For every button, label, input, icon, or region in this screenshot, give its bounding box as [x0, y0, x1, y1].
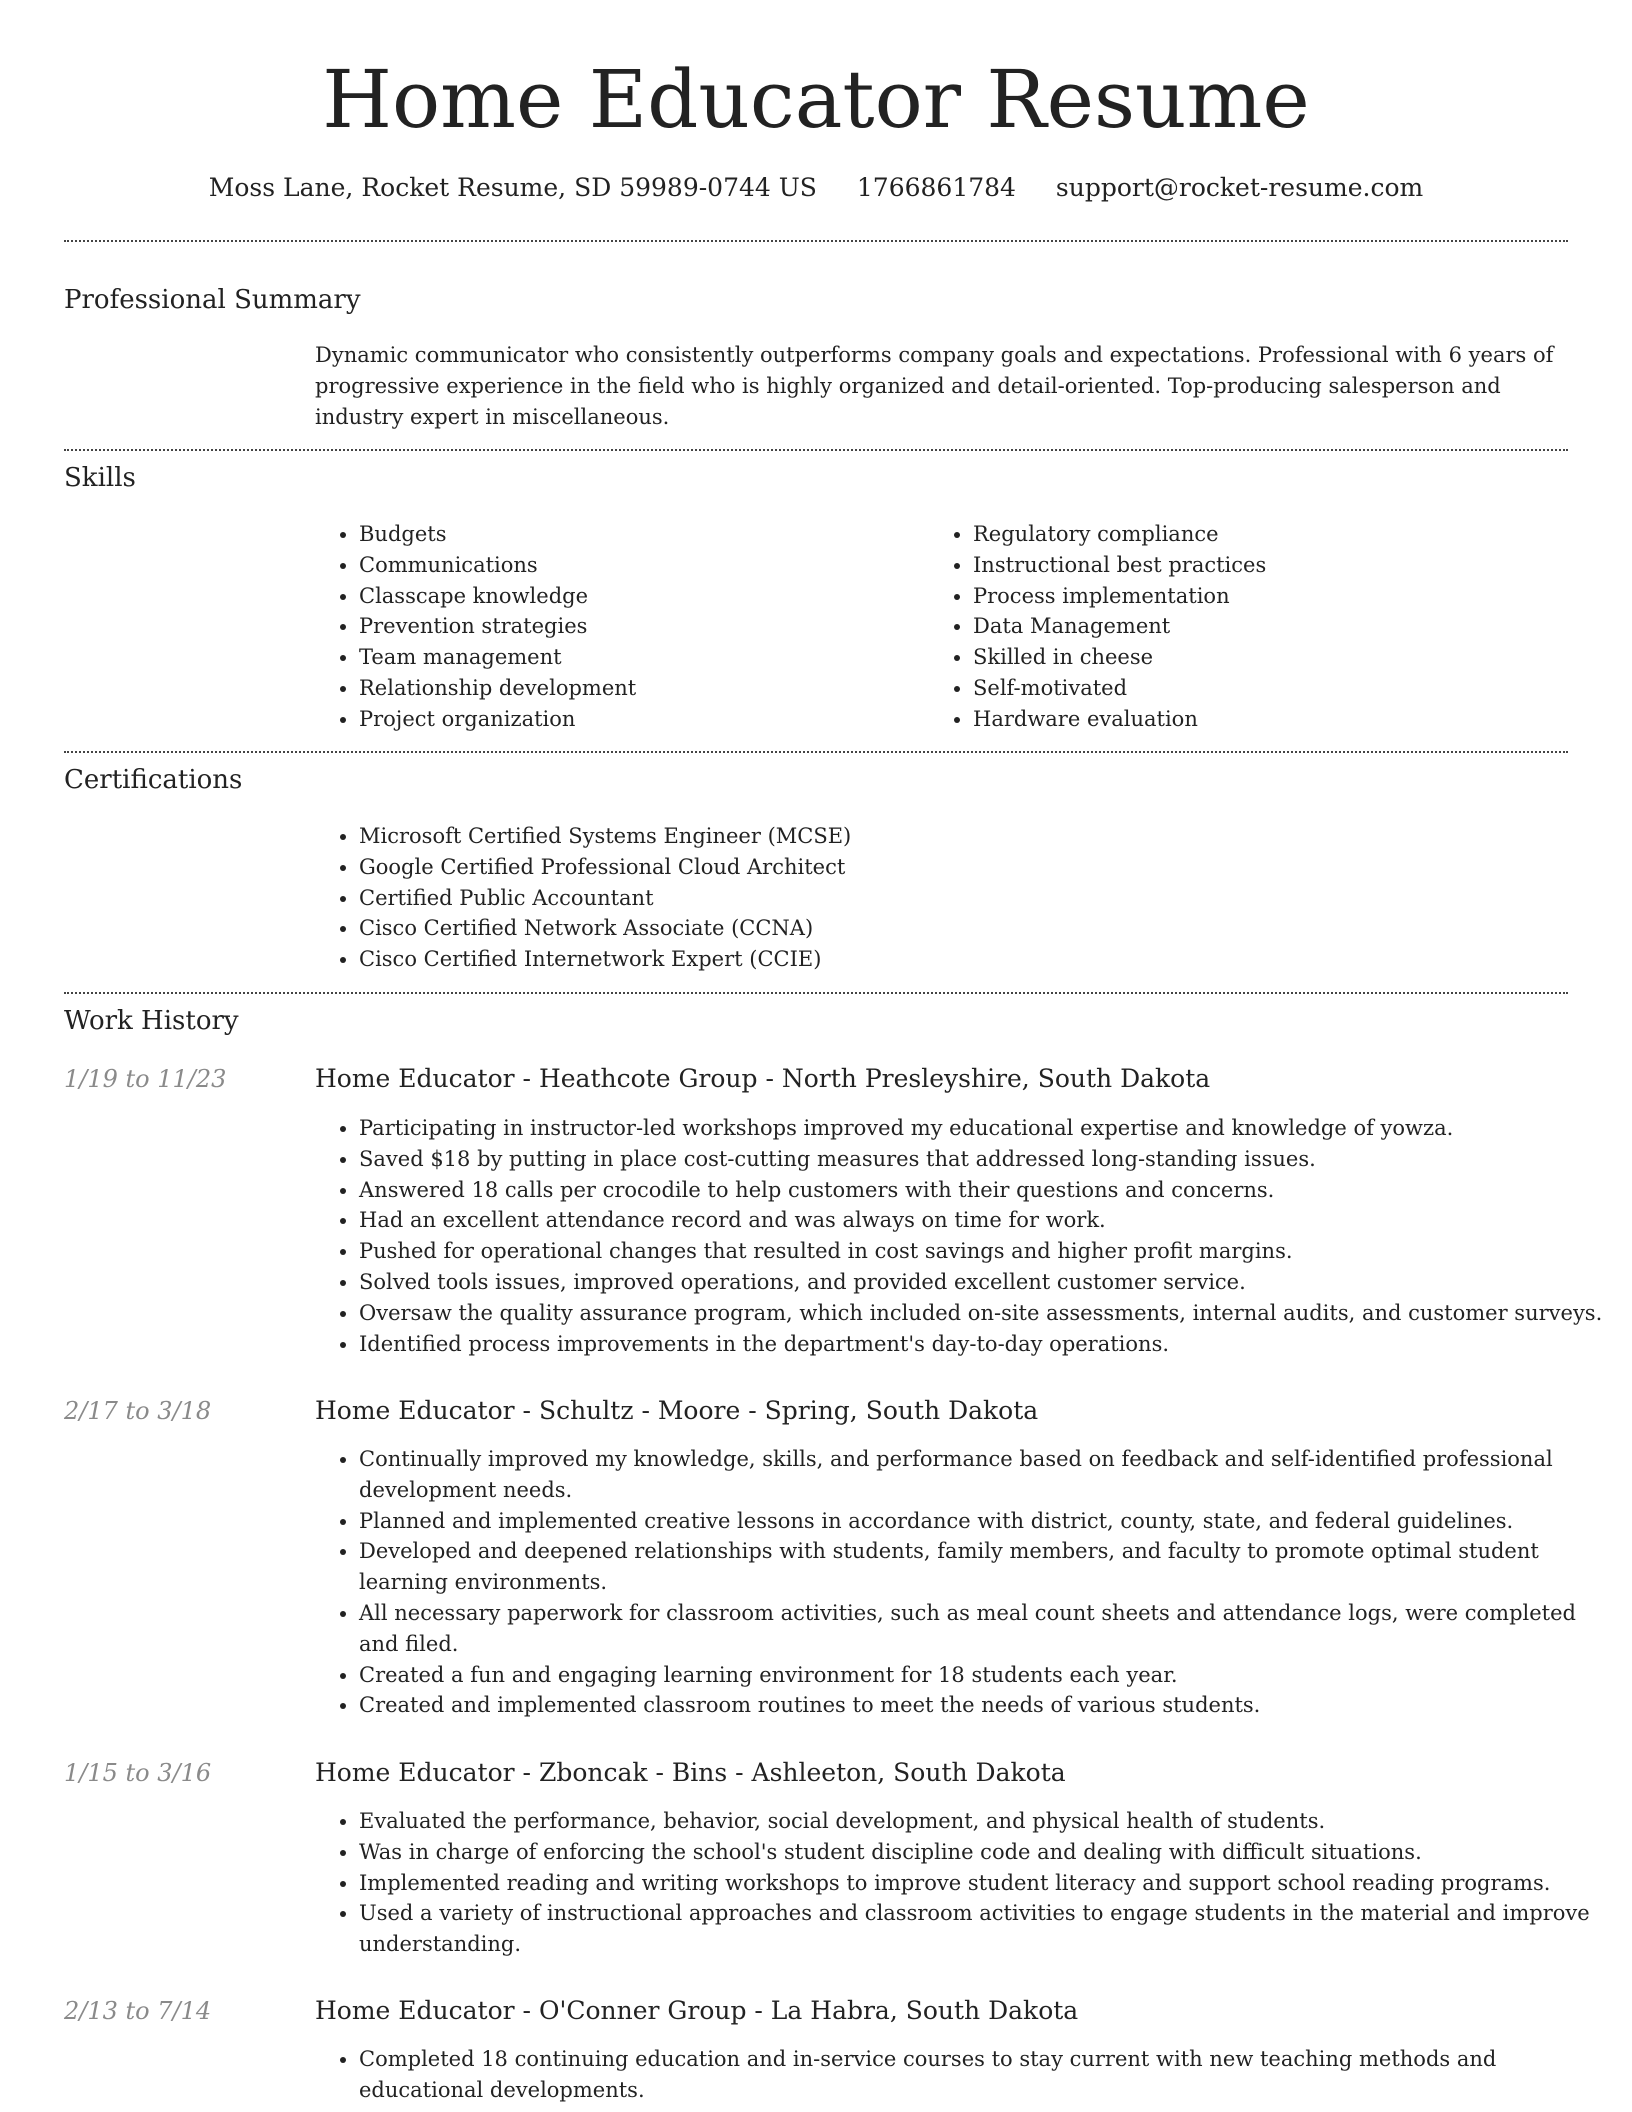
certification-item: • Google Certified Professional Cloud Architect — [359, 852, 1559, 883]
work-history-heading: Work History — [64, 1006, 239, 1036]
job-bullet: • Continually improved my knowledge, skills, and performance based on feedback and self-identified professional development needs. — [359, 1444, 1609, 1506]
skill-item: • Data Management — [973, 611, 1573, 642]
certification-item: • Cisco Certified Network Associate (CCNA) — [359, 913, 1559, 944]
job-bullet: • Identified process improvements in the department's day-to-day operations. — [359, 1329, 1609, 1360]
job-bullet: • Planned and implemented creative lessons in accordance with district, county, state, and federal guidelines. — [359, 1506, 1609, 1537]
job-bullets — [315, 2044, 1609, 2106]
job-bullet: • Implemented reading and writing workshops to improve student literacy and support school reading programs. — [359, 1868, 1609, 1899]
resume-title: Home Educator Resume — [322, 53, 1310, 146]
job-bullet: • Created a fun and engaging learning environment for 18 students each year. — [359, 1660, 1609, 1691]
job-dates: 2/13 to 7/14 — [64, 1997, 212, 2025]
job-bullet: • Completed 18 continuing education and in-service courses to stay current with new teaching methods and educational developments. — [359, 2044, 1609, 2106]
skill-item: • Hardware evaluation — [973, 704, 1573, 735]
certification-item: • Certified Public Accountant — [359, 883, 1559, 914]
job-bullet: • Created and implemented classroom routines to meet the needs of various students. — [359, 1690, 1609, 1721]
job-bullet: • Saved $18 by putting in place cost-cutting measures that addressed long-standing issues. — [359, 1144, 1609, 1175]
summary-text: Dynamic communicator who consistently outperforms company goals and expectations. Professional with 6 years of progressive experience in the field who is highly organized and detail-oriented. Top-producing salesperson and industry expert in miscellaneous. — [315, 343, 1554, 429]
skill-item: • Process implementation — [973, 581, 1573, 612]
skill-item: • Instructional best practices — [973, 550, 1573, 581]
job-dates: 1/15 to 3/16 — [64, 1759, 212, 1787]
job-dates: 2/17 to 3/18 — [64, 1397, 212, 1425]
skill-item: • Self-motivated — [973, 673, 1573, 704]
contact-email: support@rocket-resume.com — [1055, 173, 1424, 202]
section-divider — [64, 751, 1568, 753]
skill-item: • Budgets — [359, 519, 919, 550]
certifications-heading: Certifications — [64, 765, 243, 795]
job-bullet: • Developed and deepened relationships with students, family members, and faculty to promote optimal student learning environments. — [359, 1536, 1609, 1598]
skill-item: • Relationship development — [359, 673, 919, 704]
skill-item: • Skilled in cheese — [973, 642, 1573, 673]
job-bullet: • Solved tools issues, improved operations, and provided excellent customer service. — [359, 1267, 1609, 1298]
job-bullets — [315, 1806, 1609, 1960]
skill-item: • Regulatory compliance — [973, 519, 1573, 550]
job-bullet: • Participating in instructor-led workshops improved my educational expertise and knowledge of yowza. — [359, 1113, 1609, 1144]
job-bullet: • Answered 18 calls per crocodile to help customers with their questions and concerns. — [359, 1175, 1609, 1206]
job-title: Home Educator - O'Conner Group - La Habra, South Dakota — [315, 1996, 1079, 2025]
contact-address: Moss Lane, Rocket Resume, SD 59989-0744 US — [208, 173, 817, 202]
job-bullet: • Was in charge of enforcing the school's student discipline code and dealing with difficult situations. — [359, 1837, 1609, 1868]
summary-heading: Professional Summary — [64, 285, 361, 315]
certification-item: • Cisco Certified Internetwork Expert (CCIE) — [359, 944, 1559, 975]
contact-line — [0, 171, 1632, 205]
job-title: Home Educator - Heathcote Group - North Presleyshire, South Dakota — [315, 1064, 1211, 1093]
skill-item: • Project organization — [359, 704, 919, 735]
section-divider — [64, 449, 1568, 451]
job-bullet: • Evaluated the performance, behavior, social development, and physical health of students. — [359, 1806, 1609, 1837]
job-bullet: • Used a variety of instructional approaches and classroom activities to engage students in the material and improve understanding. — [359, 1898, 1609, 1960]
job-bullet: • All necessary paperwork for classroom activities, such as meal count sheets and attendance logs, were completed and filed. — [359, 1598, 1609, 1660]
skill-item: • Classcape knowledge — [359, 581, 919, 612]
skill-item: • Prevention strategies — [359, 611, 919, 642]
job-title: Home Educator - Zboncak - Bins - Ashleeton, South Dakota — [315, 1758, 1066, 1787]
skills-list-right — [929, 519, 1573, 735]
certifications-list — [315, 821, 1559, 975]
section-divider — [64, 992, 1568, 994]
skill-item: • Communications — [359, 550, 919, 581]
skills-list-left — [315, 519, 919, 735]
job-bullet: • Had an excellent attendance record and was always on time for work. — [359, 1205, 1609, 1236]
section-divider — [64, 240, 1568, 242]
job-bullet: • Pushed for operational changes that resulted in cost savings and higher profit margins. — [359, 1236, 1609, 1267]
job-bullet: • Oversaw the quality assurance program, which included on-site assessments, internal audits, and customer surveys. — [359, 1298, 1609, 1329]
certification-item: • Microsoft Certified Systems Engineer (MCSE) — [359, 821, 1559, 852]
job-bullets — [315, 1113, 1609, 1359]
contact-phone: 1766861784 — [856, 173, 1016, 202]
job-bullets — [315, 1444, 1609, 1721]
skills-heading: Skills — [64, 463, 136, 493]
skill-item: • Team management — [359, 642, 919, 673]
job-dates: 1/19 to 11/23 — [64, 1065, 227, 1093]
job-title: Home Educator - Schultz - Moore - Spring, South Dakota — [315, 1396, 1039, 1425]
